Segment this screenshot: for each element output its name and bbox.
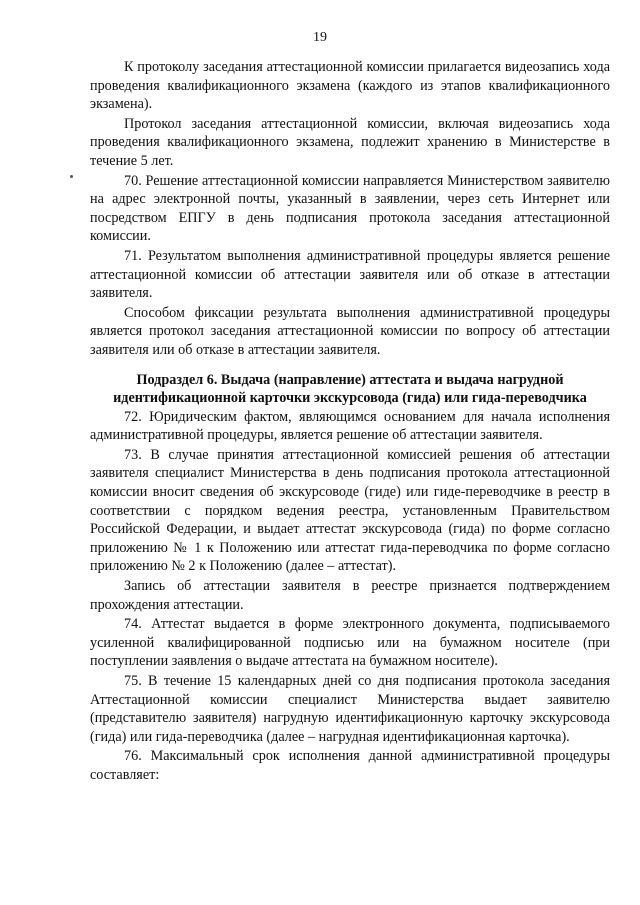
paragraph: 72. Юридическим фактом, являющимся основанием для начала исполнения административной процедуры, является решение об аттестации заявителя.: [90, 408, 610, 444]
paragraph: К протоколу заседания аттестационной комиссии прилагается видеозапись хода проведения квалификационного экзамена (каждого из этапов квалификационного экзамена).: [90, 59, 610, 113]
paragraph: 75. В течение 15 календарных дней со дня подписания протокола заседания Аттестационной комиссии специалист Министерства выдает заявителю (представителю заявителя) нагрудную идентификационную карточку экскурсовода (гида) или гида-переводчика (далее – нагрудная идентификационная карточка).: [90, 673, 610, 745]
paragraph: Способом фиксации результата выполнения административной процедуры является протокол заседания аттестационной комиссии по вопросу об аттестации заявителя или об отказе в аттестации заявителя.: [90, 304, 610, 358]
paragraph: 76. Максимальный срок исполнения данной административной процедуры составляет:: [90, 748, 610, 783]
paragraph: 70. Решение аттестационной комиссии направляется Министерством заявителю на адрес электронной почты, указанный в заявлении, через сеть Интернет или посредством ЕПГУ в день подписания протокола заседания аттестационной комиссии.: [90, 172, 610, 245]
margin-dot: [70, 175, 73, 178]
paragraph: 74. Аттестат выдается в форме электронного документа, подписываемого усиленной квалифицированной подписью или на бумажном носителе (при поступлении заявления о выдаче аттестата на бумажном носителе).: [90, 616, 610, 670]
section-heading: Подраздел 6. Выдача (направление) аттестата и выдача нагрудной идентификационной карточки экскурсовода (гида) или гида-переводчика: [113, 371, 587, 407]
paragraph: 73. В случае принятия аттестационной комиссией решения об аттестации заявителя специалист Министерства в день подписания протокола аттестационной комиссии вносит сведения об экскурсоводе (гиде) или гиде-переводчике в реестр в соответствии с порядком ведения реестра, установленным Правительством Российской Федерации, и выдает аттестат экскурсовода (гида) по форме согласно приложению № 1 к Положению или аттестат гида-переводчика по форме согласно приложению № 2 к Положению (далее – аттестат).: [90, 446, 610, 575]
document-body: [90, 58, 610, 786]
page-number: 19: [313, 30, 327, 45]
paragraph: Протокол заседания аттестационной комиссии, включая видеозапись хода проведения квалификационного экзамена, подлежит хранению в Министерстве в течение 5 лет.: [90, 115, 610, 169]
paragraph: 71. Результатом выполнения административной процедуры является решение аттестационной комиссии об аттестации заявителя или об отказе в аттестации заявителя.: [90, 247, 610, 302]
paragraph: Запись об аттестации заявителя в реестре признается подтверждением прохождения аттестации.: [90, 578, 610, 613]
